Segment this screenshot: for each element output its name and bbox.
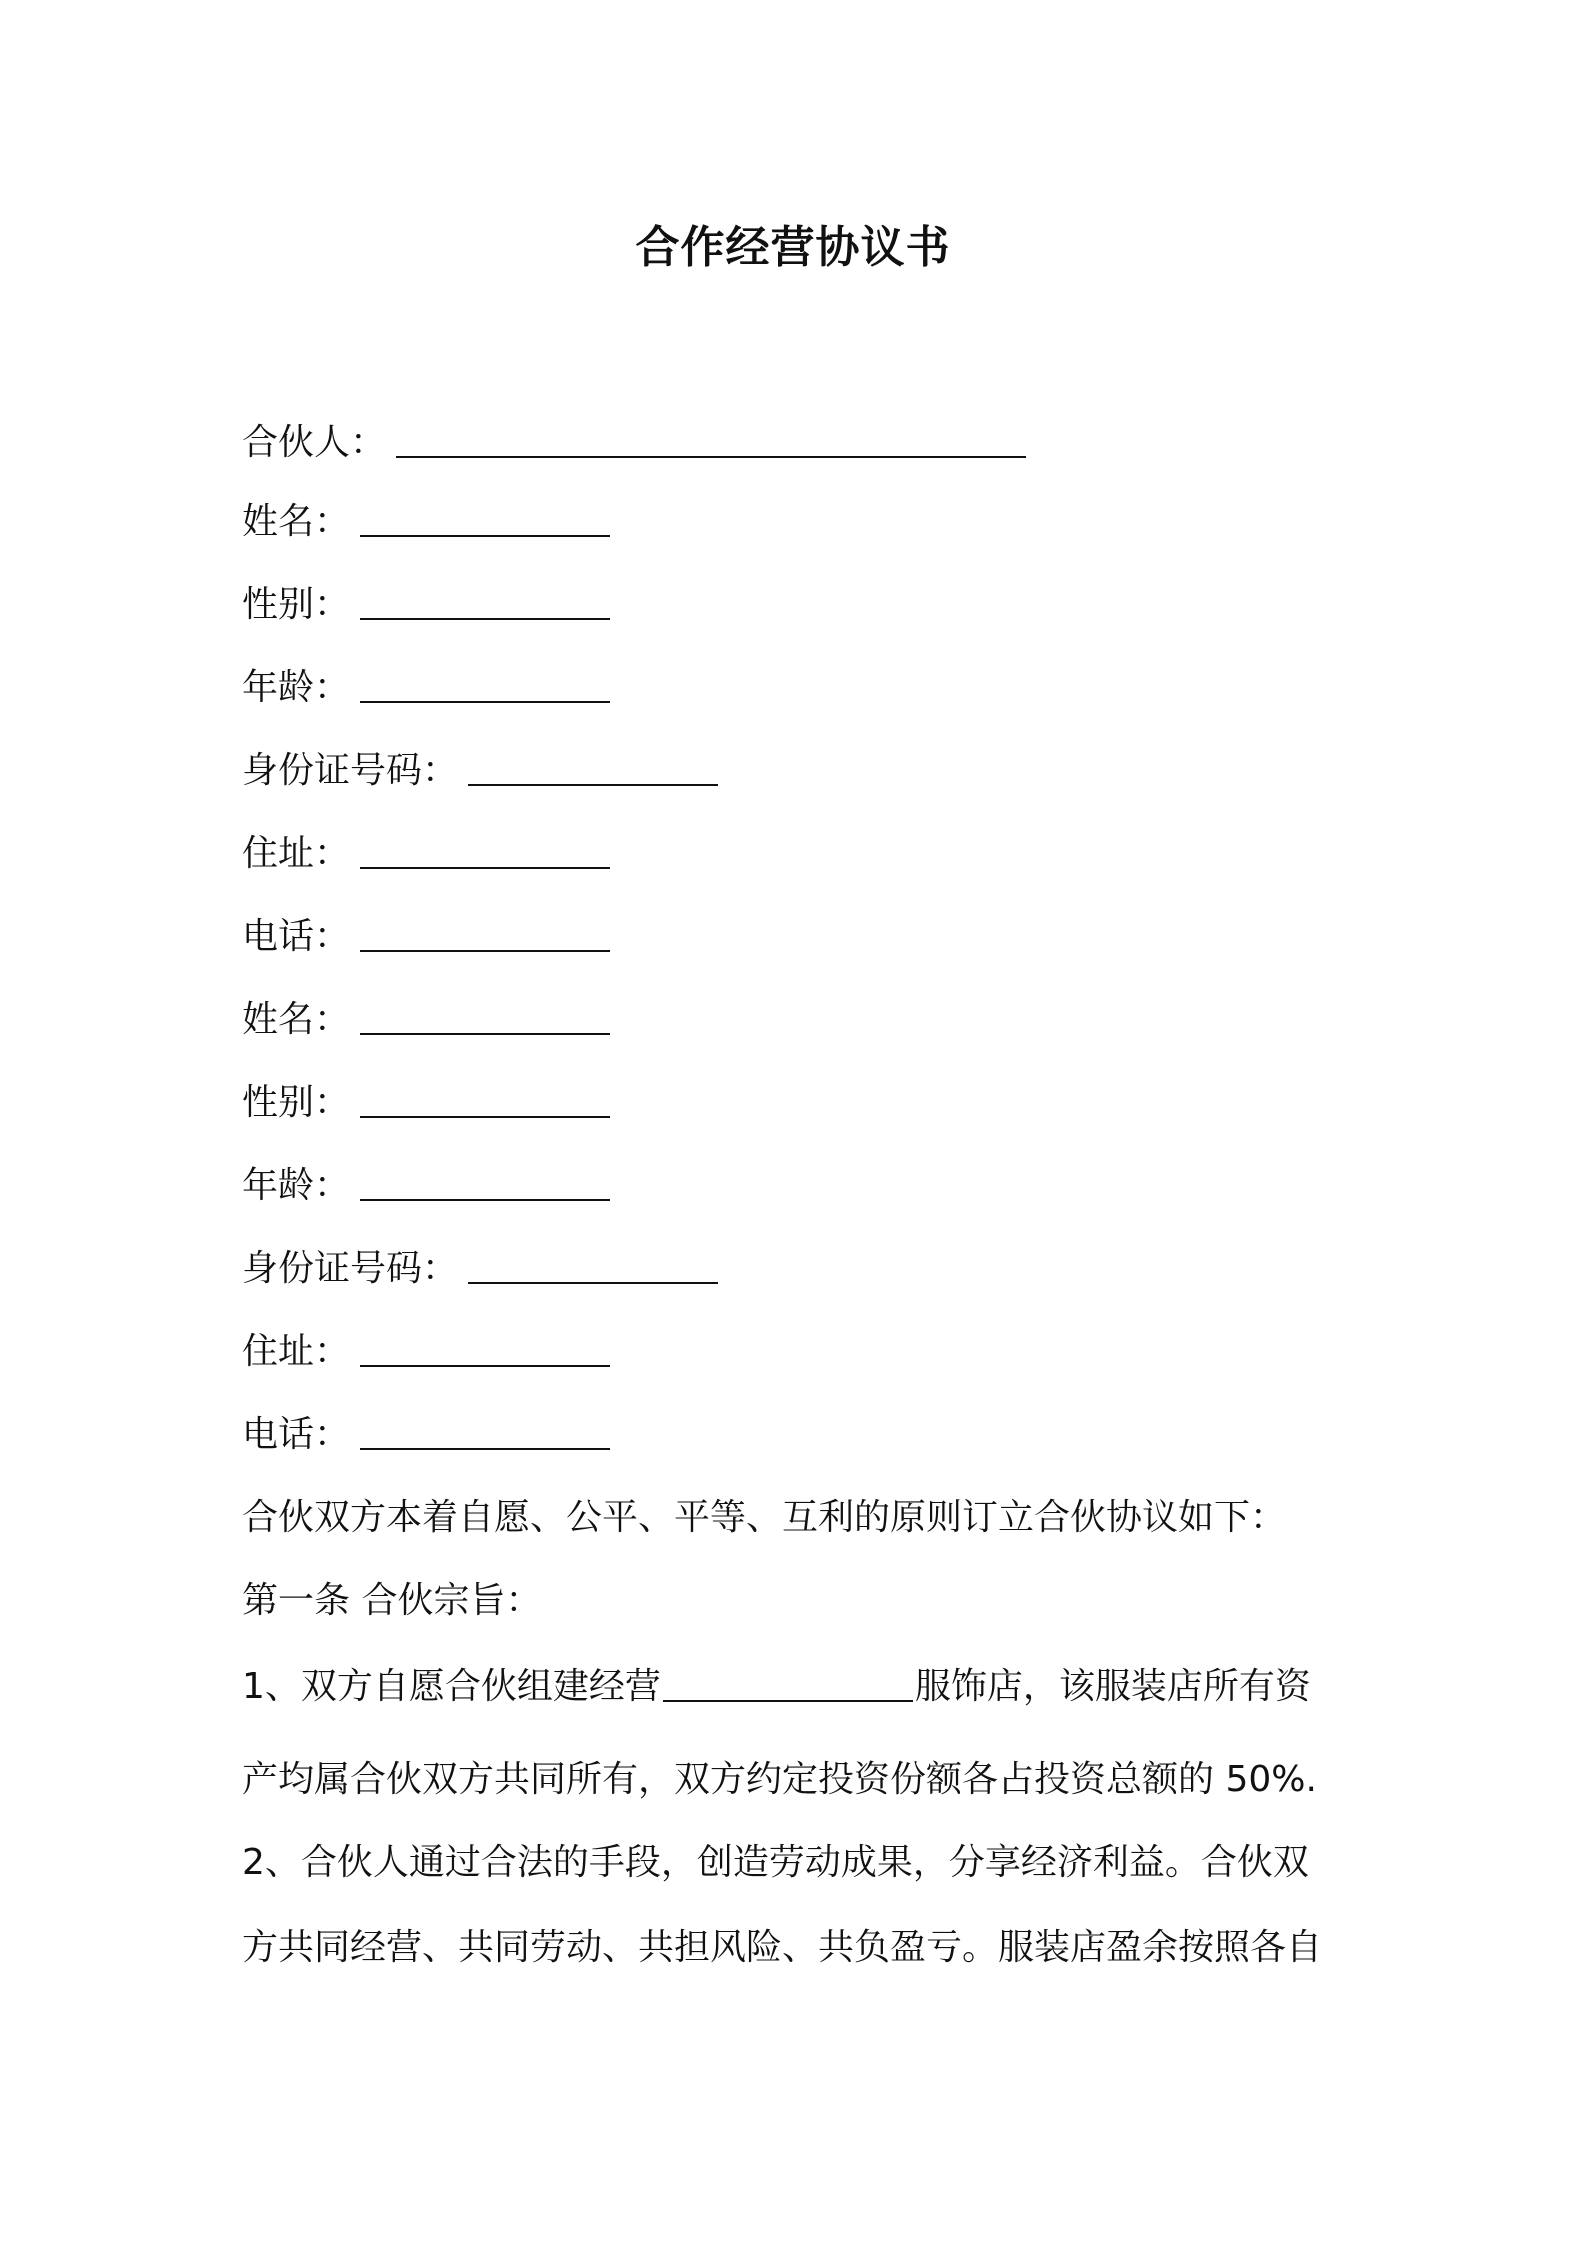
- partner-b-phone-blank[interactable]: [360, 1440, 610, 1450]
- clause-2-line-1-text: 2、合伙人通过合法的手段，创造劳动成果，分享经济利益。合伙双: [242, 1842, 1309, 1883]
- field-label: 住址：: [242, 1331, 351, 1372]
- field-label: 年龄：: [242, 667, 351, 708]
- clause-1-line-2-text: 产均属合伙双方共同所有，双方约定投资份额各占投资总额的 50%.: [242, 1759, 1317, 1800]
- clause-1-text-b: 服饰店，该服装店所有资: [914, 1666, 1311, 1707]
- partner-a-id-field: [242, 746, 718, 796]
- partner-a-gender-blank[interactable]: [360, 610, 610, 620]
- partner-field: [242, 418, 1026, 468]
- field-label: 身份证号码：: [242, 750, 459, 791]
- clause-2-line-1: [242, 1838, 1309, 1888]
- partner-b-address-field: [242, 1327, 610, 1377]
- field-label: 电话：: [242, 1414, 351, 1455]
- field-label: 住址：: [242, 833, 351, 874]
- clause-1-text-a: 1、双方自愿合伙组建经营: [242, 1666, 661, 1707]
- partner-b-gender-blank[interactable]: [360, 1108, 610, 1118]
- article-1-heading-text: 第一条 合伙宗旨：: [242, 1580, 542, 1621]
- field-label: 姓名：: [242, 999, 351, 1040]
- field-label: 电话：: [242, 916, 351, 957]
- partner-a-age-blank[interactable]: [360, 693, 610, 703]
- partner-a-phone-field: [242, 912, 610, 962]
- partner-b-name-field: [242, 995, 610, 1045]
- partner-a-gender-field: [242, 580, 610, 630]
- field-label: 性别：: [242, 584, 351, 625]
- partner-b-age-blank[interactable]: [360, 1191, 610, 1201]
- document-title: 合作经营协议书: [635, 222, 951, 273]
- partner-b-age-field: [242, 1161, 610, 1211]
- partner-a-phone-blank[interactable]: [360, 942, 610, 952]
- partner-b-id-blank[interactable]: [468, 1274, 718, 1284]
- article-1-heading: [242, 1576, 541, 1626]
- clause-2-line-2-text: 方共同经营、共同劳动、共担风险、共负盈亏。服装店盈余按照各自: [242, 1927, 1323, 1968]
- partner-b-id-field: [242, 1244, 718, 1294]
- field-label: 性别：: [242, 1082, 351, 1123]
- partner-b-name-blank[interactable]: [360, 1025, 610, 1035]
- partner-a-id-blank[interactable]: [468, 776, 718, 786]
- partner-b-phone-field: [242, 1410, 610, 1460]
- partner-a-age-field: [242, 663, 610, 713]
- partner-a-address-blank[interactable]: [360, 859, 610, 869]
- field-label: 姓名：: [242, 501, 351, 542]
- preamble-paragraph: [242, 1493, 1286, 1543]
- clause-1-line-2: [242, 1755, 1317, 1805]
- partner-b-address-blank[interactable]: [360, 1357, 610, 1367]
- field-label: 身份证号码：: [242, 1248, 459, 1289]
- shop-name-blank[interactable]: [663, 1692, 913, 1702]
- clause-1-line-1: [242, 1662, 1311, 1712]
- field-label: 年龄：: [242, 1165, 351, 1206]
- partner-label: 合伙人：: [242, 422, 387, 463]
- partner-a-name-blank[interactable]: [360, 527, 610, 537]
- partner-a-address-field: [242, 829, 610, 879]
- preamble-text: 合伙双方本着自愿、公平、平等、互利的原则订立合伙协议如下：: [242, 1497, 1287, 1538]
- partner-a-name-field: [242, 497, 610, 547]
- partner-b-gender-field: [242, 1078, 610, 1128]
- partner-blank[interactable]: [396, 448, 1026, 458]
- clause-2-line-2: [242, 1923, 1322, 1973]
